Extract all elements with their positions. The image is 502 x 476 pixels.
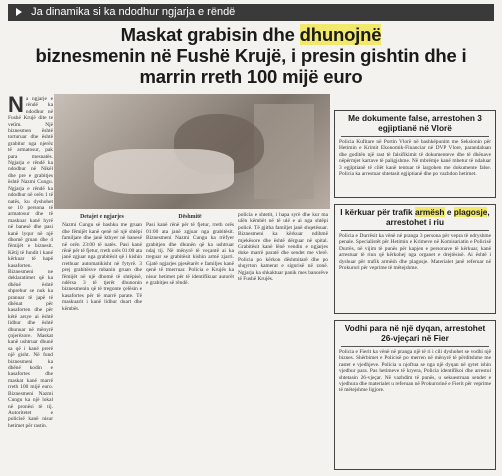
- divider: [341, 136, 489, 137]
- news-box-durres-text: Policia e Durrësit ka vënë në pranga 3 persona për vepra të ndryshme penale. Specialistët për Hetimin e Krimeve në Komisariatin e Policisë Durrës, në vijim të punës për kapjen e personave të kërkuar, kanë arrestuar të riun që kërkohej nga organet e drejtësisë. Ai është i dyshuar për trafik armësh dhe plagosje. Materialet janë referuar në Prokurori për veprime të mëtejshme.: [339, 233, 491, 272]
- article-column-2: [62, 212, 142, 468]
- article-text-4: polícia e shtetit, i hapa syrë dhe kur ma ulën këmbët në të ulë e ai nga shtëpi policë. Të gjitha familjet janë shqetësuar. Biznesmeni ka kërkuar ndihmë mjekësore dhe është dërguar në spital. Grabitësit kanë lënë vendin e ngjarjes duke marrë paratë dhe sendet me vlerë. Policia po kërkon dëshmitarë dhe po shqyrton kamerat e sigurisë në zonë. Ngjarja ka shkaktuar panik mes banorëve të Fushë Krujës.: [238, 212, 328, 283]
- news-box-durres: [334, 204, 496, 314]
- main-headline: [8, 24, 494, 87]
- article-column-4: [238, 212, 328, 468]
- news-box-fier-text: Policia e Fierit ka vënë në pranga një të ri i cili dyshohet se vodhi një biznes. Shërbimet e Policisë po merren në mënyrë të përditshme me rastet e vjedhjeve. Policia u njoftua se nga një dyqan në qytet ishin vjedhur para. Pas hetimeve të kryera, Policia identifikoi dhe arrestoi shtetasin 26-vjeçar. Në vazhdim të punës, u sekuestruan sendet e vjedhura dhe materialet u referuan në Prokurorinë e Fierit për veprime të mëtejshme ligjore.: [339, 349, 491, 394]
- article-text-3: Pasi kanë rënë për të fjetur, rreth orës 01:00 ata janë zgjuar nga grabitësit. Biznesmeni Nazmi Cungu ka rrëfyer grabitjen dhe dhunën që ka ushtruar ndaj tij. Në mënyrë të veçantë ai ka treguar se grabitësit kishin armë zjarri. Gjatë ngjarjes pjesëtarët e familjes kanë qenë të tmerruar. Policia e Krujës ka nisur hetimet për të identifikuar autorët e grabitjes së rëndë.: [146, 222, 234, 287]
- news-box-fier: [334, 320, 496, 470]
- article-column-1: [8, 96, 53, 468]
- title-part1: I kërkuar për trafik: [340, 207, 415, 217]
- article-text-2: Nazmi Cungu së bashku me gruan dhe fëmijët kanë qenë në një shtëpi familjare dhe janë kthyer në banesë në orën 23:00 të natës. Pasi kanë rënë për të fjetur, rreth orës 01:00 ata janë zgjuar nga grabitësit që i kishin rrethuar automatikisht në fytyrë. 3 prej grabitësve mbanin gruan dhe fëmijët në një dhomë të shtëpisë, ndërsa 3 të tjerët dhunonin biznesmenin që të tregonte çelësin e kasafortes për të marrë parate. Të maskuarit i kanë lidhur duart dhe këmbët.: [62, 222, 142, 312]
- headline-highlight: dhunojnë: [299, 24, 382, 45]
- article-subhead-testimonies: Dëshmitë: [178, 214, 202, 220]
- news-box-fier-title: Vodhi para në një dyqan, arrestohet 26-vjeçari në Fier: [344, 323, 486, 343]
- section-bar: [8, 4, 494, 21]
- headline-part1: Maskat grabisin dhe: [120, 24, 300, 45]
- article-subhead-details: Detajet e ngjarjes: [80, 214, 124, 220]
- title-highlight-2: plagosje: [453, 207, 488, 217]
- section-label: Ja dinamika si ka ndodhur ngjarja e rëndë: [31, 6, 236, 18]
- triangle-marker-icon: [16, 8, 22, 16]
- title-highlight-1: armësh: [414, 207, 445, 217]
- headline-part2: biznesmenin në Fushë Krujë, i presin gishtin dhe i marrin rreth 100 mijë euro: [35, 45, 467, 87]
- news-box-vlore: [334, 110, 496, 198]
- news-box-durres-title: [339, 208, 491, 227]
- divider: [341, 346, 489, 347]
- article-photo: [54, 94, 330, 209]
- article-column-3: [146, 212, 234, 468]
- news-box-vlore-title: Me dokumente false, arrestohen 3 egjiptianë në Vlorë: [348, 113, 482, 133]
- divider: [341, 230, 489, 231]
- title-part2: e: [444, 207, 454, 217]
- news-box-vlore-text: Policia Kufitare në Portin Vlorë në bashkëpunim me Seksionin për Hetimin e Krimit Ekonomik-Financiar në DVP Vlore, parandaluan dhe goditën një rast të falsifikimit të dokumenteve dhe të dhënave nëpërmjet kartave të paligjshme. Në mbrëmje kanë mbetur të ndaluar 3 egjiptianë të cilët kanë tentuar të largohen me dokumente false. Policia ka arrestuar shtetasit egjiptianë dhe po vazhdon hetimet.: [339, 139, 491, 178]
- title-part3: , arrestohet i riu: [385, 207, 490, 227]
- drop-cap: N: [8, 96, 24, 117]
- article-text-1: a ngjarje e rëndë ka ndodhur në Fushë Krujë dite te vetïm. Një biznesmen është torturuar dhe është grabitur nga njerëz të armatosur, pak para mesnatës. Ngjarja e rëndë ka ndodhur në Nikël dhe pre e grabitjes është Nazmi Cungu. Ngjarja e rëndë ka ndodhur në orën 1 të natës, ku dyshohet se 10 persona të armatosur dhe të maskuar kanë hyrë në banesë dhe pasi kanë lyqur në një dhomë gruan dhe 4 fëmijët e biznesit. Këtij të fundit i kanë kërkuar të hapë kasaforten. Biznesmeni ne deklaratimet që ka dhënë është shprehur se nuk ka pranuar të japë të dhënat për kasaforten dhe për këtë arsye ai është lidhur dhe është dhunuar në mënyrë çnjerëzore. Maskat kanë ushtruar dhunë sa që i kanë prerë një gisht. Në fund biznesmeni ka dhënë kodin e kasafortes dhe maskat kanë marrë rreth 100 mijë euro. Biznesmeni Nazmi Cungu ka një lokal në pronësi të tij. Autoritetet e policisë kanë nisur hetimet për rastin.: [8, 96, 53, 429]
